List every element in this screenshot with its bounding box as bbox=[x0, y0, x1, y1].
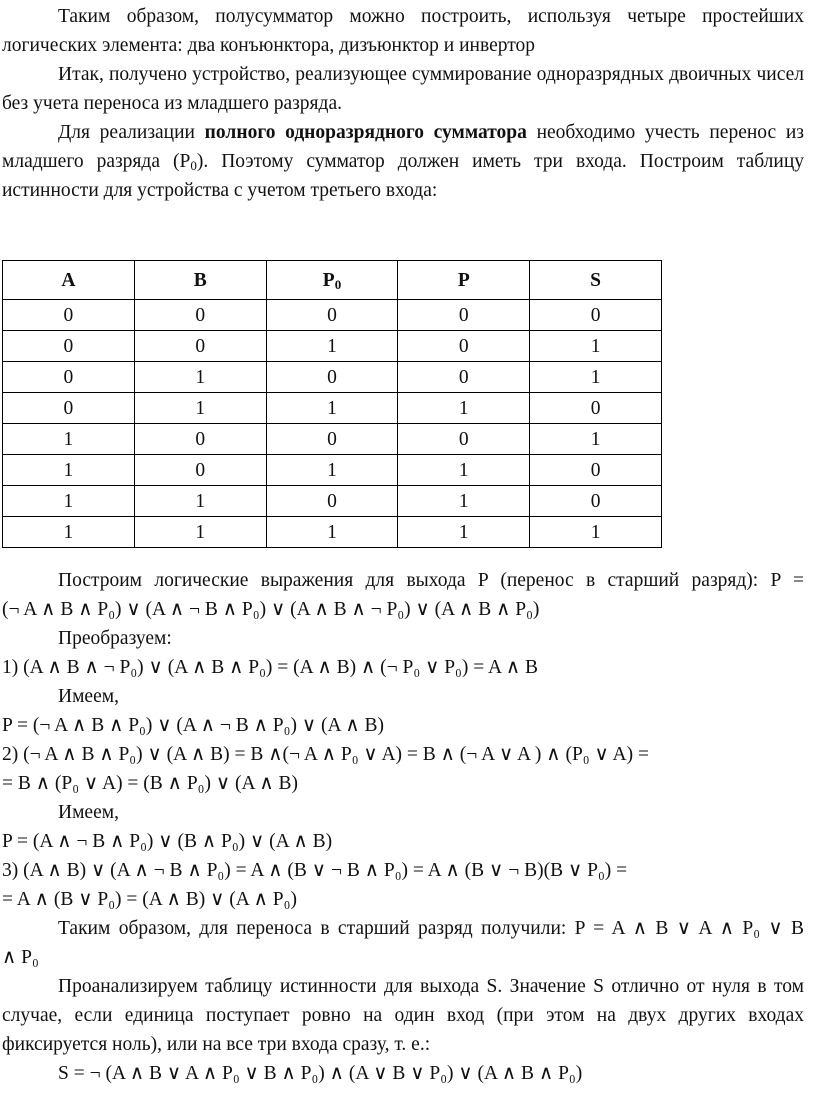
table-cell: 0 bbox=[3, 393, 135, 424]
table-cell: 1 bbox=[266, 331, 398, 362]
table-cell: 0 bbox=[134, 424, 266, 455]
step3-formula-b: = A ∧ (B ∨ P₀) = (A ∧ B) ∨ (A ∧ P₀) bbox=[2, 889, 297, 910]
table-row bbox=[3, 486, 662, 517]
table-cell: 1 bbox=[134, 393, 266, 424]
truth-table-body bbox=[3, 300, 662, 548]
table-cell: 1 bbox=[530, 517, 662, 548]
table-cell: 0 bbox=[530, 486, 662, 517]
step3-formula-a: 3) (A ∧ B) ∨ (A ∧ ¬ B ∧ P₀) = A ∧ (B ∨ ¬ B ∧ P₀) = A ∧ (B ∨ ¬ B)(B ∨ P₀) = bbox=[2, 860, 628, 881]
table-cell: 1 bbox=[530, 424, 662, 455]
table-row bbox=[3, 517, 662, 548]
s-equation: S = ¬ (A ∧ B ∨ A ∧ P₀ ∨ B ∧ P₀) ∧ (A ∨ B ∨ P₀) ∨ (A ∧ B ∧ P₀) bbox=[58, 1063, 583, 1084]
table-cell: 1 bbox=[3, 455, 135, 486]
p0-subscript: 0 bbox=[190, 158, 197, 173]
table-cell: 1 bbox=[398, 486, 530, 517]
table-cell: 0 bbox=[134, 300, 266, 331]
table-cell: 1 bbox=[266, 393, 398, 424]
step2-formula-a: 2) (¬ A ∧ B ∧ P₀) ∨ (A ∧ B) = B ∧(¬ A ∧ P₀ ∨ A) = B ∧ (¬ A ∨ A ) ∧ (P₀ ∨ A) = bbox=[2, 744, 649, 765]
table-cell: 1 bbox=[530, 362, 662, 393]
header-s: S bbox=[530, 261, 662, 300]
full-adder-term: полного одноразрядного сумматора bbox=[204, 122, 527, 143]
result-p-line1: Таким образом, для переноса в старший разряд получили: P = A ∧ B ∨ A ∧ P₀ ∨ B bbox=[58, 918, 804, 939]
step2-formula-b: = B ∧ (P₀ ∨ A) = (B ∧ P₀) ∨ (A ∧ B) bbox=[2, 773, 299, 794]
table-cell: 1 bbox=[3, 486, 135, 517]
header-p0-label: $P_0$ bbox=[322, 269, 342, 292]
table-row bbox=[3, 455, 662, 486]
table-cell: 0 bbox=[266, 362, 398, 393]
paragraph-device-result: Итак, получено устройство, реализующее суммирование одноразрядных двоичных чисел без учета переноса из младшего разряда. bbox=[2, 64, 804, 114]
table-cell: 1 bbox=[530, 331, 662, 362]
table-cell: 0 bbox=[3, 331, 135, 362]
table-cell: 1 bbox=[266, 455, 398, 486]
transform-label: Преобразуем: bbox=[58, 628, 172, 649]
full-adder-text-after: необходимо учесть перенос из младшего разряда (P bbox=[2, 122, 805, 172]
result-p-line2: ∧ P₀ bbox=[2, 947, 39, 968]
table-cell: 0 bbox=[398, 300, 530, 331]
table-cell: 1 bbox=[134, 486, 266, 517]
table-cell: 1 bbox=[3, 517, 135, 548]
build-p-line2: (¬ A ∧ B ∧ P₀) ∨ (A ∧ ¬ B ∧ P₀) ∨ (A ∧ B ∧ ¬ P₀) ∨ (A ∧ B ∧ P₀) bbox=[2, 599, 540, 620]
table-row bbox=[3, 393, 662, 424]
header-p: P bbox=[398, 261, 530, 300]
table-cell: 0 bbox=[134, 455, 266, 486]
intro-text bbox=[2, 2, 810, 205]
table-cell: 0 bbox=[3, 362, 135, 393]
header-p0 bbox=[266, 261, 398, 300]
table-cell: 1 bbox=[398, 393, 530, 424]
header-a: A bbox=[3, 261, 135, 300]
table-cell: 0 bbox=[134, 331, 266, 362]
table-cell: 0 bbox=[530, 393, 662, 424]
table-cell: 1 bbox=[134, 362, 266, 393]
p-equation-1: P = (¬ A ∧ B ∧ P₀) ∨ (A ∧ ¬ B ∧ P₀) ∨ (A ∧ B) bbox=[2, 715, 384, 736]
paragraph-half-adder: Таким образом, полусумматор можно построить, используя четыре простейших логических элемента: два конъюнктора, дизъюнктор и инвертор bbox=[2, 6, 804, 56]
truth-table-header-row bbox=[3, 261, 662, 300]
step1-formula: 1) (A ∧ B ∧ ¬ P₀) ∨ (A ∧ B ∧ P₀) = (A ∧ B) ∧ (¬ P₀ ∨ P₀) = A ∧ B bbox=[2, 657, 539, 678]
table-row bbox=[3, 331, 662, 362]
full-adder-text-before: Для реализации bbox=[58, 122, 205, 143]
have-label-1: Имеем, bbox=[58, 686, 119, 707]
analyze-s-paragraph: Проанализируем таблицу истинности для выхода S. Значение S отлично от нуля в том случае, если единица поступает ровно на один вход (при этом на двух других входах фиксируется ноль), или на все три входа сразу, т. е.: bbox=[2, 976, 804, 1055]
table-cell: 0 bbox=[398, 331, 530, 362]
p-equation-2: P = (A ∧ ¬ B ∧ P₀) ∨ (B ∧ P₀) ∨ (A ∧ B) bbox=[2, 831, 333, 852]
table-row bbox=[3, 300, 662, 331]
full-adder-text-end: ). Поэтому сумматор должен иметь три входа. Построим таблицу истинности для устройства с учетом третьего входа: bbox=[2, 151, 805, 201]
table-cell: 1 bbox=[3, 424, 135, 455]
table-cell: 1 bbox=[134, 517, 266, 548]
truth-table bbox=[2, 260, 662, 548]
table-cell: 0 bbox=[398, 362, 530, 393]
table-cell: 0 bbox=[3, 300, 135, 331]
table-cell: 0 bbox=[530, 300, 662, 331]
table-row bbox=[3, 362, 662, 393]
build-p-line1: Построим логические выражения для выхода P (перенос в старший разряд): P = bbox=[58, 570, 804, 591]
derivation-text bbox=[2, 566, 810, 1088]
header-b: B bbox=[134, 261, 266, 300]
have-label-2: Имеем, bbox=[58, 802, 119, 823]
table-cell: 0 bbox=[266, 486, 398, 517]
table-cell: 0 bbox=[266, 424, 398, 455]
table-cell: 1 bbox=[398, 517, 530, 548]
table-row bbox=[3, 424, 662, 455]
table-cell: 0 bbox=[398, 424, 530, 455]
table-cell: 1 bbox=[398, 455, 530, 486]
table-cell: 0 bbox=[530, 455, 662, 486]
header-p0-subscript: 0 bbox=[334, 276, 342, 292]
table-cell: 1 bbox=[266, 517, 398, 548]
table-cell: 0 bbox=[266, 300, 398, 331]
paragraph-full-adder bbox=[2, 118, 810, 205]
